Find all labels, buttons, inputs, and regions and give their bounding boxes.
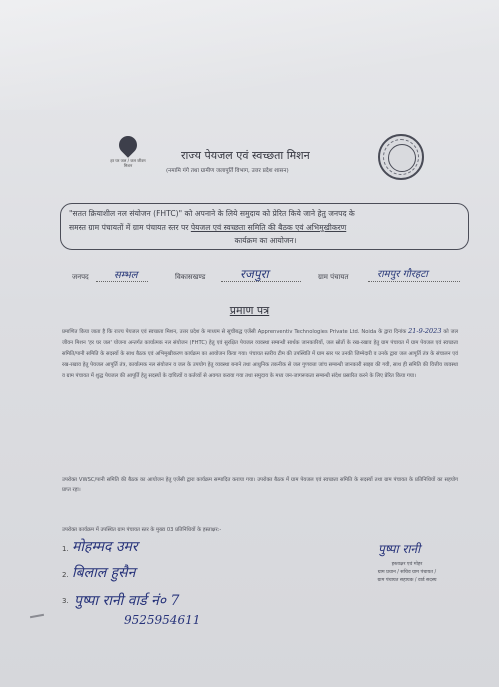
district-line xyxy=(96,281,148,282)
district-label: जनपद xyxy=(72,273,89,281)
signature-2: बिलाल हुसैन xyxy=(72,565,136,581)
sig-number-3: 3. xyxy=(62,597,69,605)
banner-line-2 xyxy=(69,223,461,233)
program-banner xyxy=(60,203,469,250)
banner-line-3: कार्यक्रम का आयोजन। xyxy=(234,236,297,245)
paragraph-1-intro: प्रमाणित किया जाता है कि राज्य पेयजल एवं स्वच्छता मिशन, उत्तर प्रदेश के माध्यम से सूचीबद्ध एजेंसी Apprenventiv Technologies Private Ltd. Noida के द्वारा दिनांक xyxy=(62,329,407,335)
paper-fold xyxy=(0,0,499,110)
certificate-title xyxy=(0,303,499,318)
water-drop-icon xyxy=(115,132,140,157)
sig-number-2: 2. xyxy=(62,571,69,579)
sarpanch-signature-block xyxy=(352,561,462,585)
signatures-intro: उपरोक्त कार्यक्रम में उपस्थित ग्राम पंचायत स्तर के मुख्य 03 प्रतिनिधियों के हस्ताक्षर:- xyxy=(62,527,222,533)
certificate-paragraph-2: उपरोक्त VWSC/पानी समिति की बैठक का आयोजन हेतु एजेंसी द्वारा कार्यक्रम सम्पादित कराया गया। उपरोक्त बैठक में ग्राम पेयजल एवं स्वच्छता समिति के सदस्यों तथा ग्राम पंचायत के प्रतिनिधियों का सहयोग प्राप्त रहा। xyxy=(62,477,458,493)
block-value: रजपुरा xyxy=(240,267,269,281)
signature-1: मोहम्मद उमर xyxy=(72,539,138,555)
org-title: राज्य पेयजल एवं स्वच्छता मिशन xyxy=(181,149,310,162)
state-emblem-icon xyxy=(378,134,424,180)
gram-panchayat-line xyxy=(368,281,460,282)
certificate-paragraph-1 xyxy=(62,326,458,382)
district-value: सम्भल xyxy=(114,270,138,281)
jal-jeevan-mission-logo xyxy=(108,136,148,182)
signature-3-phone: 9525954611 xyxy=(124,613,201,627)
gram-panchayat-label: ग्राम पंचायत xyxy=(318,273,349,281)
signature-3: पुष्पा रानी वार्ड नं० 7 xyxy=(74,593,180,609)
sig-number-1: 1. xyxy=(62,545,69,553)
certificate-title-text: प्रमाण पत्र xyxy=(229,304,270,317)
banner-line-1: "सतत क्रियाशील नल संयोजन (FHTC)" को अपनाने के लिये समुदाय को प्रेरित किये जाने हेतु जनपद के xyxy=(69,209,355,218)
signature-label-3: ग्राम पंचायत सहायक / वार्ड सदस्य xyxy=(377,578,437,583)
banner-line-2-plain: समस्त ग्राम पंचायतों में ग्राम पंचायत स्तर पर xyxy=(69,223,189,232)
location-fields xyxy=(0,267,499,287)
paragraph-1-body: को जल जीवन मिशन 'हर घर जल' योजना अन्तर्गत कार्यात्मक नल संयोजन (FHTC) हेतु एवं सुरक्षित पेयजल व्यवस्था सम्बन्धी सार्थक जानकारियों, जल स्रोतों के रख-रखाव हेतु ग्राम पंचायत में ग्राम पेयजल एवं स्वच्छता समिति/पानी समिति के सदस्यों के साथ बैठक एवं अभिमुखीकरण कार्यक्रम का आयोजन किया गया। पंचायत स्तरीय टीम की उपस्थिति में ग्राम स्तर पर उनकी जिम्मेदारी व उनके द्वारा जल आपूर्ति तंत्र के संचालन एवं रख-रखाव हेतु पेयजल आपूर्ति तंत्र, कार्यात्मक नल संयोजन व जल के उपयोग हेतु व्यवस्था बनाने तथा आधुनिक तकनीक से जल गुणवत्ता जांच सम्बन्धी जानकारी साझा की गयी, साथ ही समिति की वित्तीय व्यवस्था व ग्राम पंचायत में शुद्ध पेयजल की आपूर्ति हेतु सदस्यों के दायित्वों व कर्तव्यों से अवगत कराया गया तथा समुदाय के मध्य जन-जागरूकता सम्बन्धी संदेश प्रसारित करने के लिए प्रेरित किया गया। xyxy=(62,329,458,379)
signature-label-1: हस्ताक्षर एवं मोहर xyxy=(391,562,423,567)
emblem-inner xyxy=(388,144,416,172)
org-subtitle: (नमामि गंगे तथा ग्रामीण जलापूर्ति विभाग, उत्तर प्रदेश शासन) xyxy=(166,168,289,174)
block-label: विकासखण्ड xyxy=(175,273,206,281)
pen-mark xyxy=(30,614,44,618)
logo-caption: हर घर जल / जल जीवन मिशन xyxy=(110,158,146,168)
signature-label-2: ग्राम प्रधान / सचिव ग्राम पंचायत / xyxy=(377,570,437,575)
handwritten-date: 21-9-2023 xyxy=(408,327,442,335)
sarpanch-signature: पुष्पा रानी xyxy=(378,542,421,556)
banner-line-2-underlined: पेयजल एवं स्वच्छता समिति की बैठक एवं अभिमुखीकरण xyxy=(190,223,347,232)
gram-panchayat-value: रामपुर गौरहटा xyxy=(377,269,428,280)
